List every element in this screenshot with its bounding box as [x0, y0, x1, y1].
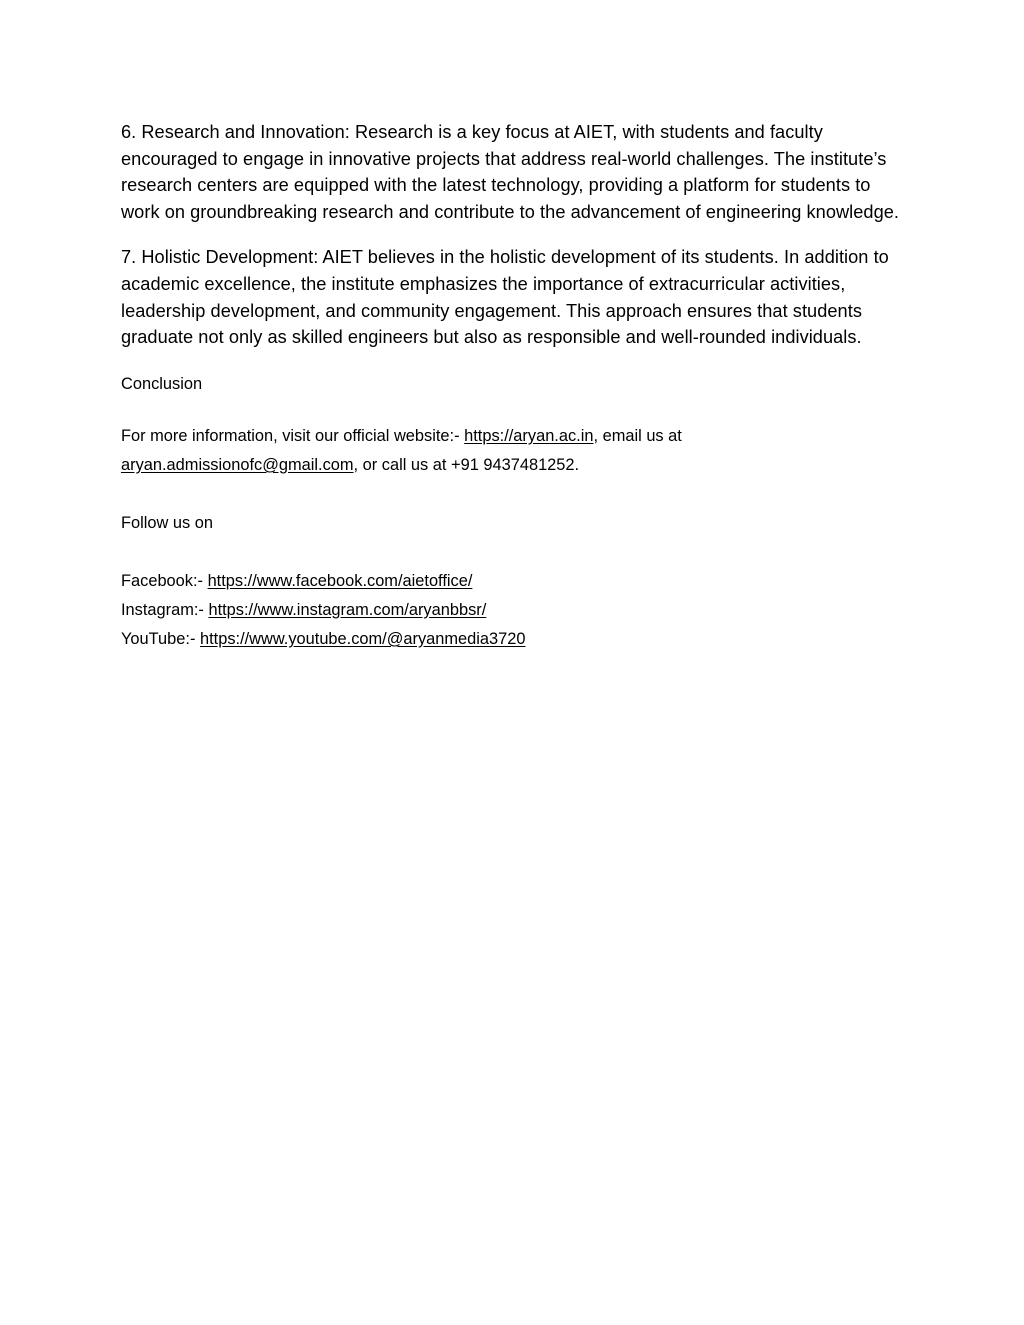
contact-intro-text: For more information, visit our official website:-: [121, 426, 465, 445]
youtube-line: [121, 625, 914, 654]
paragraph-holistic-development: 7. Holistic Development: AIET believes in the holistic development of its students. In addition to academic excellence, the institute emphasizes the importance of extracurricular activities, leadership development, and community engagement. This approach ensures that students graduate not only as skilled engineers but also as responsible and well-rounded individuals.: [121, 247, 889, 348]
website-link[interactable]: https://aryan.ac.in: [464, 426, 594, 445]
phone-text: , or call us at +91 9437481252.: [353, 455, 580, 474]
instagram-link[interactable]: https://www.instagram.com/aryanbbsr/: [208, 600, 487, 619]
email-link[interactable]: aryan.admissionofc@gmail.com: [121, 455, 354, 474]
instagram-label: Instagram:-: [121, 600, 209, 619]
youtube-label: YouTube:-: [121, 629, 200, 648]
facebook-line: [121, 567, 914, 596]
youtube-link[interactable]: https://www.youtube.com/@aryanmedia3720: [199, 629, 526, 648]
instagram-line: [121, 596, 914, 625]
facebook-label: Facebook:-: [121, 571, 208, 590]
paragraph-research-innovation: 6. Research and Innovation: Research is a key focus at AIET, with students and faculty encouraged to engage in innovative projects that address real-world challenges. The institute’s research centers are equipped with the latest technology, providing a platform for students to work on groundbreaking research and contribute to the advancement of engineering knowledge.: [121, 122, 900, 222]
email-intro-text: , email us at: [593, 426, 682, 445]
facebook-link[interactable]: https://www.facebook.com/aietoffice/: [207, 571, 473, 590]
contact-paragraph: [121, 422, 914, 480]
follow-heading: Follow us on: [121, 513, 214, 532]
social-links-list: [121, 567, 914, 654]
conclusion-heading: Conclusion: [121, 374, 203, 393]
